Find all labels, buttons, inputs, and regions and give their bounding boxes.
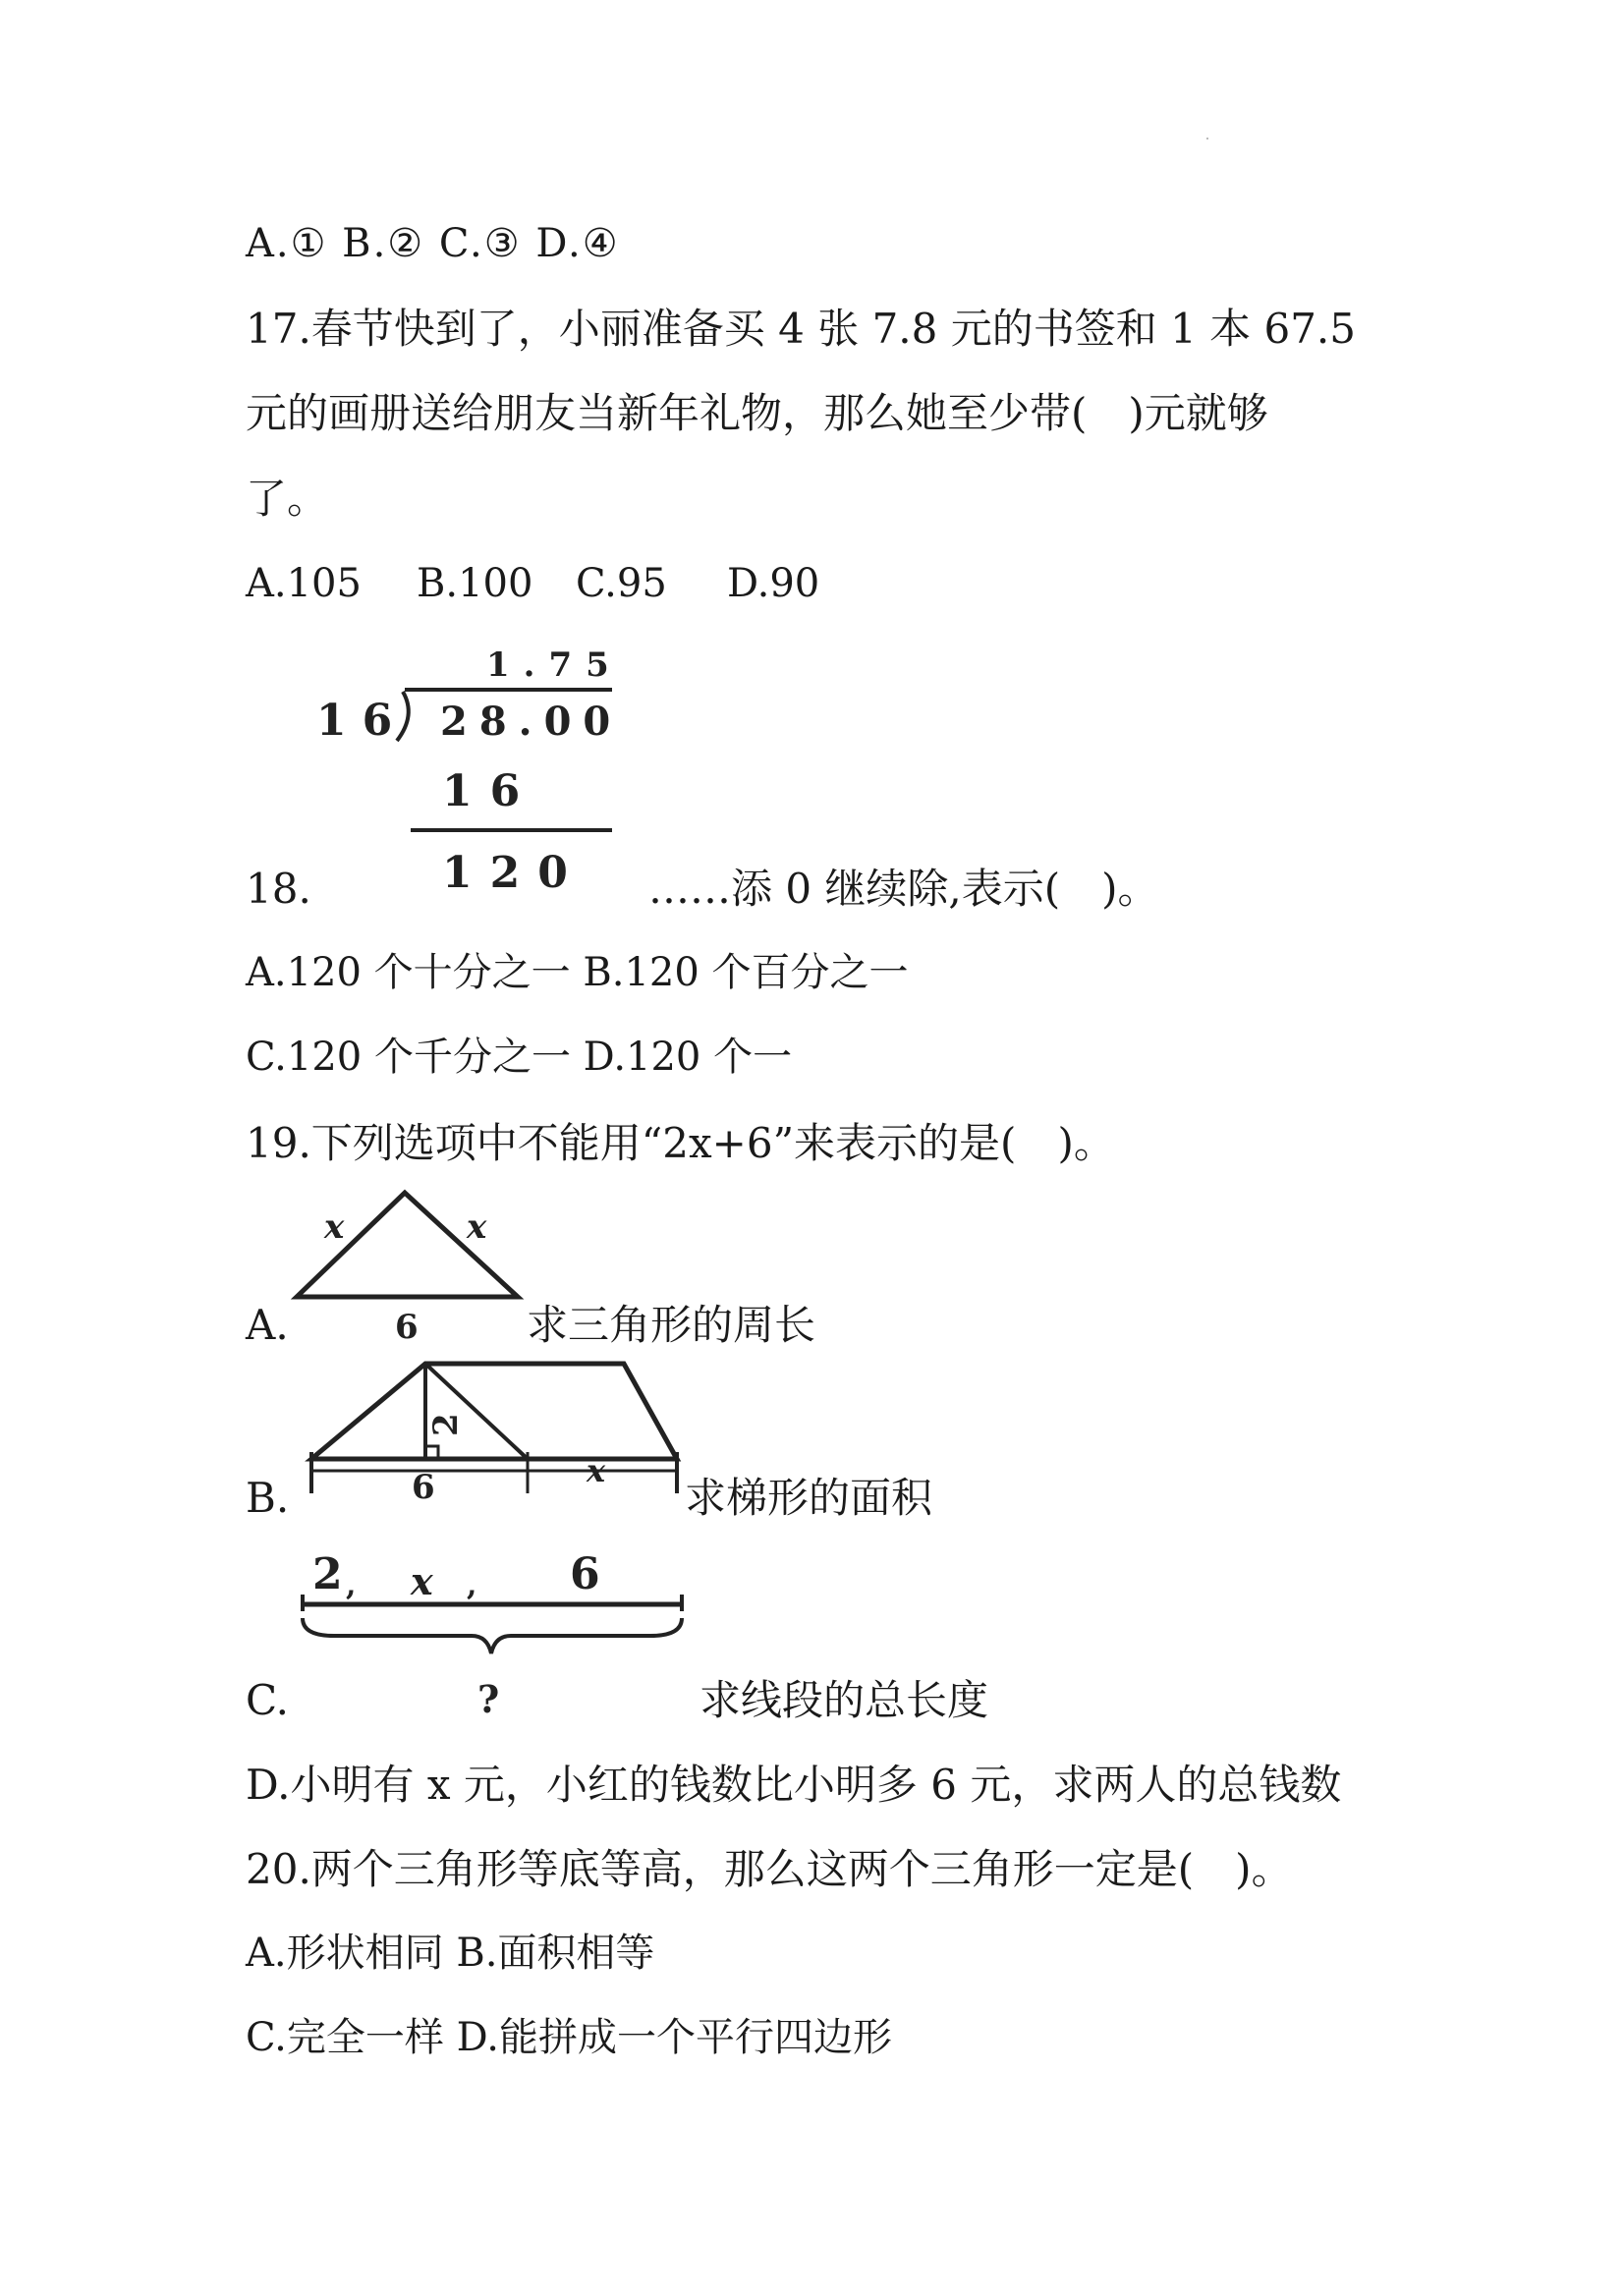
q17-option-a: A.105 [246, 561, 362, 606]
q17-option-b: B.100 [417, 561, 533, 606]
q18-number: 18. [246, 865, 311, 913]
svg-text:,: , [467, 1568, 477, 1602]
q17-option-d: D.90 [727, 561, 820, 606]
q19-option-a-label: A. [246, 1301, 289, 1349]
division-subtrahend: 16 [442, 766, 538, 816]
q19-option-d: D.小明有 x 元，小红的钱数比小明多 6 元，求两人的总钱数 [246, 1761, 1342, 1809]
q17-stem-line1: 17.春节快到了，小丽准备买 4 张 7.8 元的书签和 1 本 67.5 [246, 305, 1357, 353]
division-remainder: 120 [442, 848, 586, 898]
q18-options-row1: A.120 个十分之一 B.120 个百分之一 [246, 950, 909, 995]
trapezoid-figure [300, 1346, 688, 1513]
trapezoid-top-label: x [587, 1452, 606, 1489]
division-dividend: 28.00 [440, 699, 623, 745]
segment-brace [303, 1618, 682, 1653]
svg-text:,: , [346, 1568, 357, 1602]
segment-1-label: 2 [312, 1549, 343, 1599]
division-quotient: 1.75 [486, 645, 623, 685]
segment-2-label: x [411, 1559, 433, 1603]
q19-option-c-label: C. [246, 1676, 289, 1724]
trapezoid-height-label: 2 [426, 1413, 466, 1436]
segment-3-label: 6 [570, 1549, 600, 1599]
q17-option-c: C.95 [576, 561, 667, 606]
q19-option-c-desc: 求线段的总长度 [700, 1676, 989, 1724]
triangle-side-right: x [467, 1207, 487, 1247]
q19-option-b-desc: 求梯形的面积 [685, 1474, 933, 1522]
scan-speck [1206, 138, 1208, 140]
q17-stem-line3: 了。 [246, 475, 329, 523]
triangle-side-left: x [324, 1207, 345, 1247]
trapezoid-base-label: 6 [412, 1468, 435, 1507]
q20-options-row2: C.完全一样 D.能拼成一个平行四边形 [246, 2015, 892, 2060]
triangle-base: 6 [395, 1308, 419, 1346]
q19-option-a-desc: 求三角形的周长 [527, 1301, 816, 1349]
trapezoid-diagonal [425, 1364, 528, 1459]
q19-stem: 19.下列选项中不能用“2x+6”来表示的是( )。 [246, 1119, 1115, 1167]
q18-stem: ……添 0 继续除,表示( )。 [648, 865, 1159, 913]
q16-options: A.① B.② C.③ D.④ [246, 221, 620, 266]
q20-stem: 20.两个三角形等底等高，那么这两个三角形一定是( )。 [246, 1845, 1293, 1893]
division-divisor: 16 [316, 696, 409, 746]
segment-figure [295, 1538, 698, 1719]
q18-options-row2: C.120 个千分之一 D.120 个一 [246, 1035, 793, 1080]
long-division-figure [295, 637, 629, 902]
triangle-figure [285, 1179, 540, 1346]
q19-option-b-label: B. [246, 1474, 290, 1522]
segment-total-label: ? [477, 1677, 500, 1719]
trapezoid-shape [311, 1364, 677, 1459]
q20-options-row1: A.形状相同 B.面积相等 [246, 1931, 655, 1976]
q17-stem-line2: 元的画册送给朋友当新年礼物，那么她至少带( )元就够 [246, 389, 1268, 437]
